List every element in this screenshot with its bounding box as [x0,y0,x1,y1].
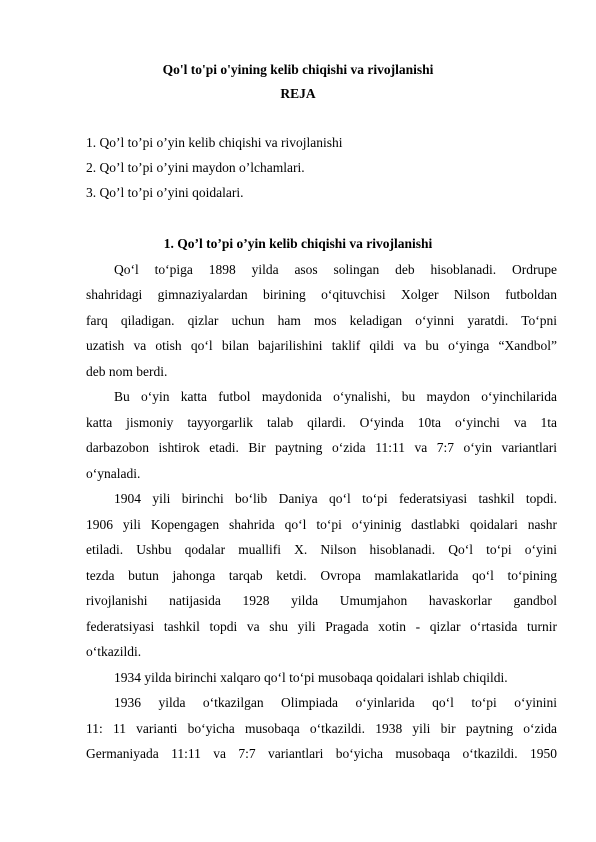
paragraph-line: shahridagi gimnaziyalardan birining o‘qituvchisi Xolger Nilson futboldan [86,287,557,302]
paragraph-line: farq qiladigan. qizlar uchun ham mos keladigan o‘yinni yaratdi. To‘pni [86,313,557,328]
paragraph-line: katta jismoniy tayyorgarlik talab qilardi. O‘yinda 10ta o‘yinchi va 1ta [86,415,557,430]
paragraph-line: rivojlanishi natijasida 1928 yilda Umumjahon havaskorlar gandbol [86,593,557,608]
plan-item: 1. Qo’l to’pi o’yin kelib chiqishi va rivojlanishi [86,135,343,150]
plan-item: 3. Qo’l to’pi o’yini qoidalari. [86,185,244,200]
paragraph-line: 1904 yili birinchi bo‘lib Daniya qo‘l to‘pi federatsiyasi tashkil topdi. [114,491,557,506]
plan-heading: REJA [280,86,316,101]
section-heading: 1. Qo’l to’pi o’yin kelib chiqishi va rivojlanishi [163,236,433,251]
paragraph-line: tezda butun jahonga tarqab ketdi. Ovropa mamlakatlarida qo‘l to‘pining [86,568,557,583]
paragraph-line: Qo‘l to‘piga 1898 yilda asos solingan deb hisoblanadi. Ordrupe [114,262,557,277]
paragraph-line: etiladi. Ushbu qodalar muallifi X. Nilson hisoblanadi. Qo‘l to‘pi o‘yini [86,542,557,557]
paragraph-line: 1936 yilda o‘tkazilgan Olimpiada o‘yinlarida qo‘l to‘pi o‘yinini [114,695,557,710]
paragraph-line: 11: 11 varianti bo‘yicha musobaqa o‘tkazildi. 1938 yili bir paytning o‘zida [86,721,557,736]
paragraph-line: 1934 yilda birinchi xalqaro qo‘l to‘pi musobaqa qoidalari ishlab chiqildi. [114,670,508,685]
paragraph-line: federatsiyasi tashkil topdi va shu yili Pragada xotin - qizlar o‘rtasida turnir [86,619,557,634]
paragraph-line: o‘tkazildi. [86,644,142,659]
document-title: Qo'l to'pi o'yining kelib chiqishi va rivojlanishi [162,62,434,77]
paragraph-line: Bu o‘yin katta futbol maydonida o‘ynalishi, bu maydon o‘yinchilarida [114,389,557,404]
paragraph-line: darbazobon ishtirok etadi. Bir paytning o‘zida 11:11 va 7:7 o‘yin variantlari [86,440,557,455]
plan-item: 2. Qo’l to’pi o’yini maydon o’lchamlari. [86,160,305,175]
paragraph-line: 1906 yili Kopengagen shahrida qo‘l to‘pi o‘yininig dastlabki qoidalari nashr [86,517,557,532]
paragraph-line: deb nom berdi. [86,364,168,379]
paragraph-line: Germaniyada 11:11 va 7:7 variantlari bo‘yicha musobaqa o‘tkazildi. 1950 [86,746,557,761]
paragraph-line: o‘ynaladi. [86,466,141,481]
paragraph-line: uzatish va otish qo‘l bilan bajarilishini taklif qildi va bu o‘yinga “Xandbol” [86,338,557,353]
